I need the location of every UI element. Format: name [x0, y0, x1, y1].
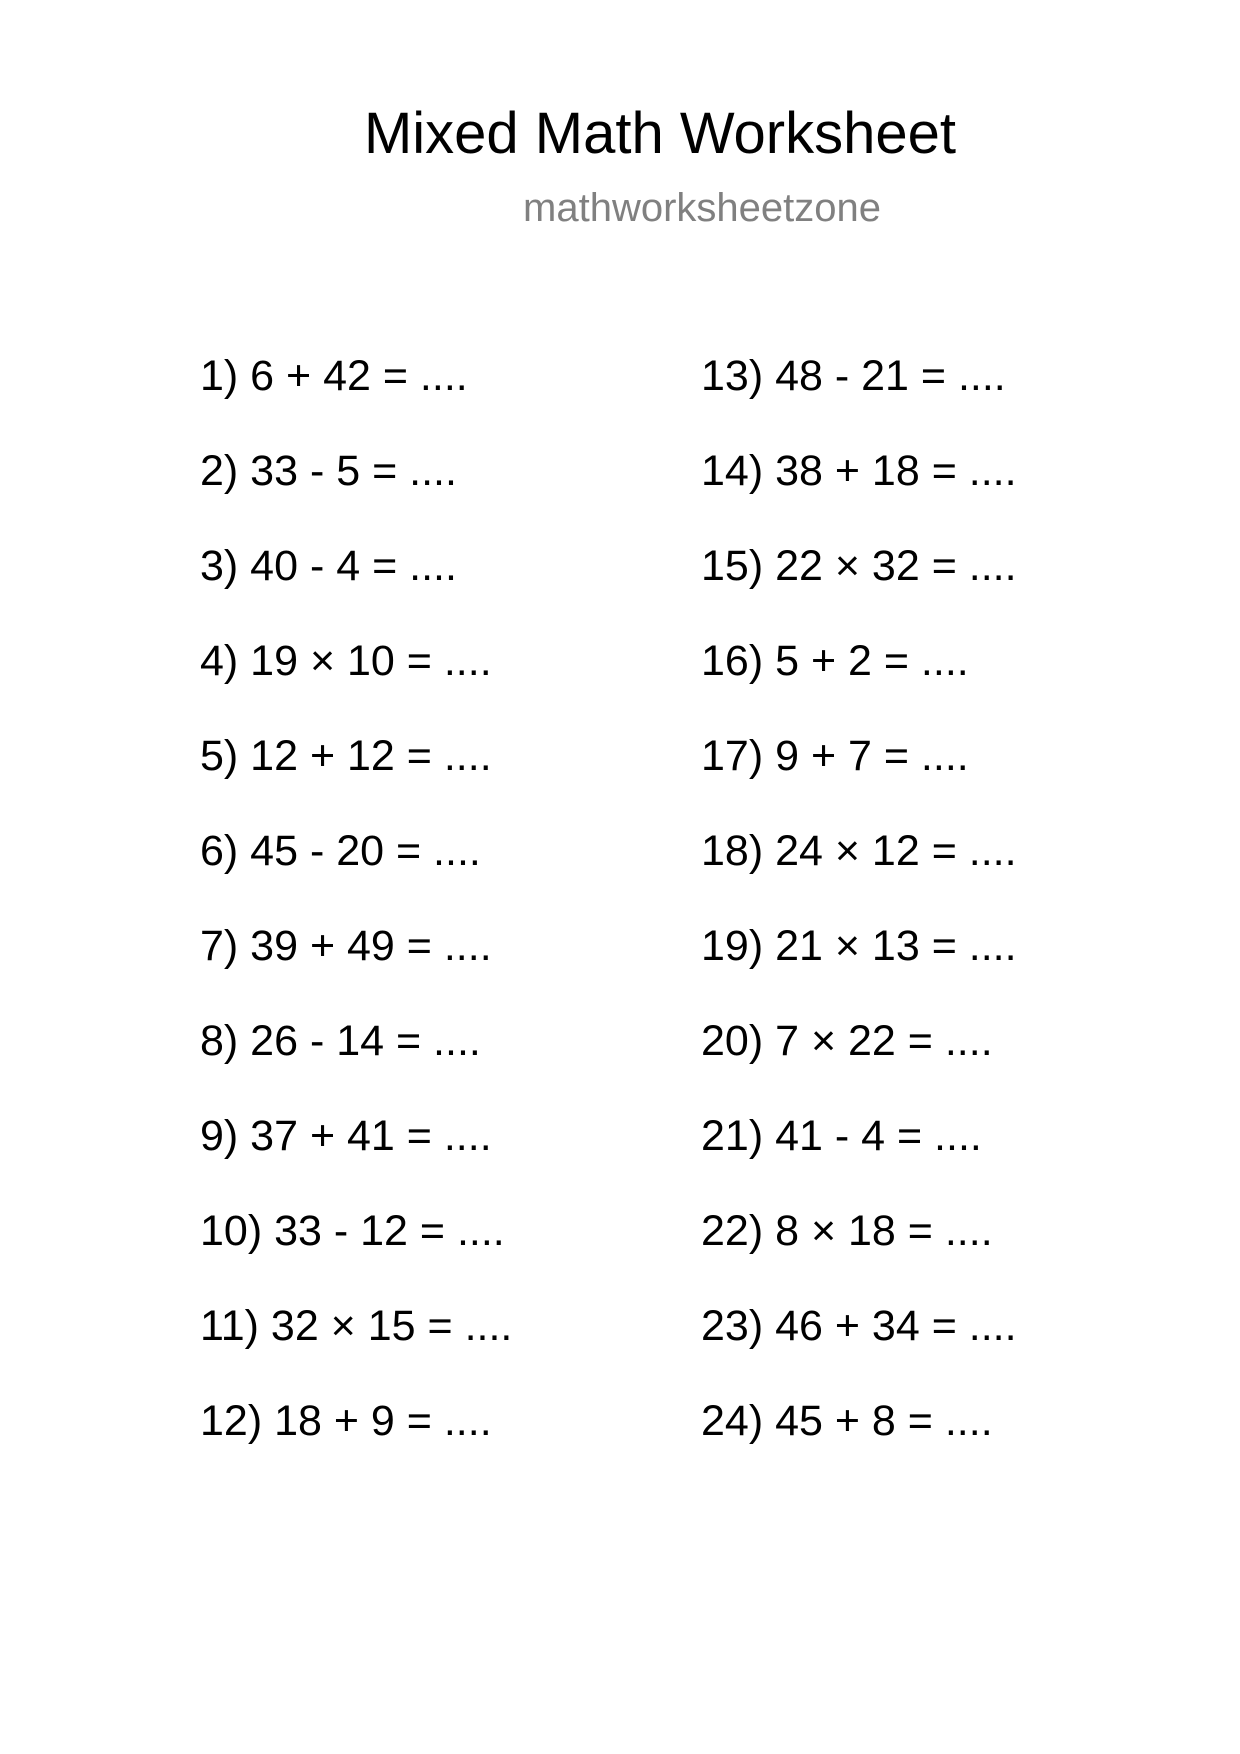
problem-item: 22) 8 × 18 = .... — [701, 1207, 993, 1255]
problem-item: 24) 45 + 8 = .... — [701, 1397, 993, 1445]
problem-item: 20) 7 × 22 = .... — [701, 1017, 993, 1065]
problem-item: 2) 33 - 5 = .... — [200, 447, 457, 495]
problem-item: 5) 12 + 12 = .... — [200, 732, 492, 780]
problem-item: 23) 46 + 34 = .... — [701, 1302, 1017, 1350]
problem-item: 1) 6 + 42 = .... — [200, 352, 468, 400]
problem-item: 10) 33 - 12 = .... — [200, 1207, 505, 1255]
problem-column-left — [200, 348, 512, 1488]
problem-item: 21) 41 - 4 = .... — [701, 1112, 982, 1160]
problem-item: 17) 9 + 7 = .... — [701, 732, 969, 780]
problem-item: 18) 24 × 12 = .... — [701, 827, 1017, 875]
problem-item: 19) 21 × 13 = .... — [701, 922, 1017, 970]
site-name: mathworksheetzone — [523, 186, 881, 230]
problem-item: 9) 37 + 41 = .... — [200, 1112, 492, 1160]
problem-item: 11) 32 × 15 = .... — [200, 1302, 513, 1350]
problem-item: 3) 40 - 4 = .... — [200, 542, 457, 590]
problem-item: 6) 45 - 20 = .... — [200, 827, 481, 875]
problem-item: 15) 22 × 32 = .... — [701, 542, 1017, 590]
problem-item: 14) 38 + 18 = .... — [701, 447, 1017, 495]
problem-item: 16) 5 + 2 = .... — [701, 637, 969, 685]
problem-item: 8) 26 - 14 = .... — [200, 1017, 481, 1065]
page-title: Mixed Math Worksheet — [363, 101, 957, 166]
problem-item: 13) 48 - 21 = .... — [701, 352, 1006, 400]
problem-item: 7) 39 + 49 = .... — [200, 922, 492, 970]
problem-item: 4) 19 × 10 = .... — [200, 637, 492, 685]
problem-item: 12) 18 + 9 = .... — [200, 1397, 492, 1445]
problem-column-right — [701, 348, 1017, 1488]
